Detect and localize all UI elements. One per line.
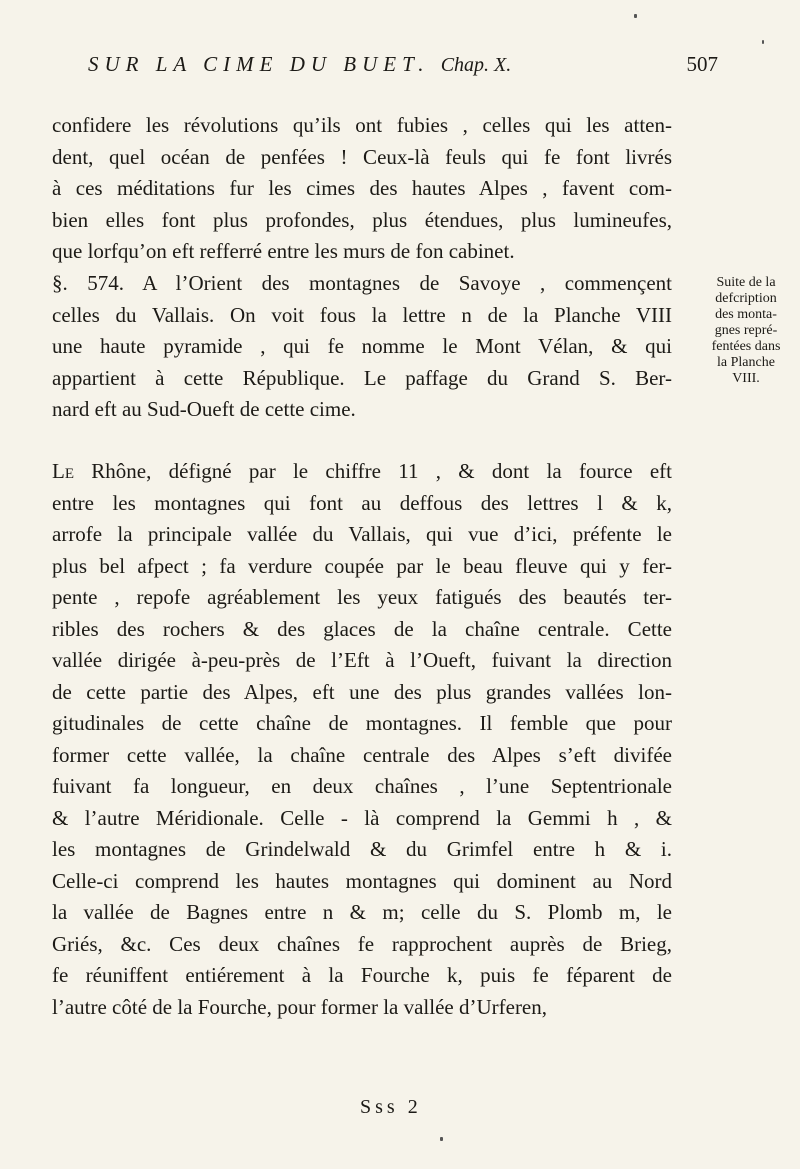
text-line: former cette vallée, la chaîne centrale des Alpes s’eft divifée [52,742,672,767]
text-line: gitudinales de cette chaîne de montagnes. Il femble que pour [52,711,672,735]
chapter-label: Chap. X. [440,54,512,76]
ink-speck [762,40,764,44]
text-line: confidere les révolutions qu’ils ont fubies , celles qui les atten- [52,113,672,137]
text-line: fe réuniffent entiérement à la Fourche k, puis fe féparent de [52,963,672,987]
text-line: celles du Vallais. On voit fous la lettre n de la Planche VIII [52,302,672,327]
text-line: plus bel afpect ; fa verdure coupée par le beau fleuve qui y fer- [52,553,672,578]
text-line: dent, quel océan de penfées ! Ceux-là feuls qui fe font livrés [52,144,672,169]
text-line: les montagnes de Grindelwald & du Grimfel entre h & i. [52,837,672,861]
margin-note-line: fentées dans [711,339,781,354]
paragraph-574 [52,268,672,426]
running-title: SUR LA CIME DU BUET. [88,52,430,76]
margin-note-line: des monta- [715,307,777,322]
margin-note-line: la Planche [717,355,775,370]
text-line: l’autre côté de la Fourche, pour former la vallée d’Urferen, [52,994,548,1019]
ink-speck [440,1137,443,1141]
page-number: 507 [686,52,718,76]
text-line: & l’autre Méridionale. Celle - là comprend la Gemmi h , & [52,805,672,830]
text-line: appartient à cette République. Le paffage du Grand S. Ber- [52,365,672,390]
text-line: fuivant fa longueur, en deux chaînes , l’une Septentrionale [52,774,672,798]
running-header [88,52,718,77]
paragraph-1 [52,110,672,268]
margin-note-line: defcription [715,291,777,306]
text-line: une haute pyramide , qui fe nomme le Mont Vélan, & qui [52,334,672,358]
text-line: vallée dirigée à-peu-près de l’Eft à l’Oueft, fuivant la direction [52,648,672,672]
text-line: §. 574. A l’Orient des montagnes de Savoye , commençent [52,271,672,295]
text-line: pente , repofe agréablement les yeux fatigués des beautés ter- [52,585,672,609]
paragraph-rhone [52,456,672,1023]
margin-note-line: gnes repré- [714,323,778,338]
text-line: Griés, &c. Ces deux chaînes fe rapprochent auprès de Brieg, [52,931,672,956]
text-line: de cette partie des Alpes, eft une des plus grandes vallées lon- [52,679,672,704]
text-line [52,456,672,488]
ink-speck [634,14,637,18]
text-line: ribles des rochers & des glaces de la chaîne centrale. Cette [52,616,672,641]
text-line: entre les montagnes qui font au deffous des lettres l & k, [52,490,672,515]
text-line: nard eft au Sud-Oueft de cette cime. [52,397,356,421]
drop-word: Le [52,459,74,483]
text-line-rest: Rhône, défigné par le chiffre 11 , & dont la fource eft [74,459,672,483]
printer-signature: Sss 2 [360,1096,422,1118]
text-line: Celle-ci comprend les hautes montagnes qui dominent au Nord [52,868,672,893]
margin-note-line: Suite de la [716,275,776,290]
text-line: bien elles font plus profondes, plus étendues, plus lumineufes, [52,207,672,232]
text-line: que lorfqu’on eft refferré entre les murs de fon cabinet. [52,239,515,263]
text-line: à ces méditations fur les cimes des hautes Alpes , favent com- [52,176,672,200]
text-line: la vallée de Bagnes entre n & m; celle du S. Plomb m, le [52,900,672,924]
text-line: arrofe la principale vallée du Vallais, qui vue d’ici, préfente le [52,522,672,546]
margin-note [700,275,792,387]
margin-note-line: VIII. [732,371,760,386]
